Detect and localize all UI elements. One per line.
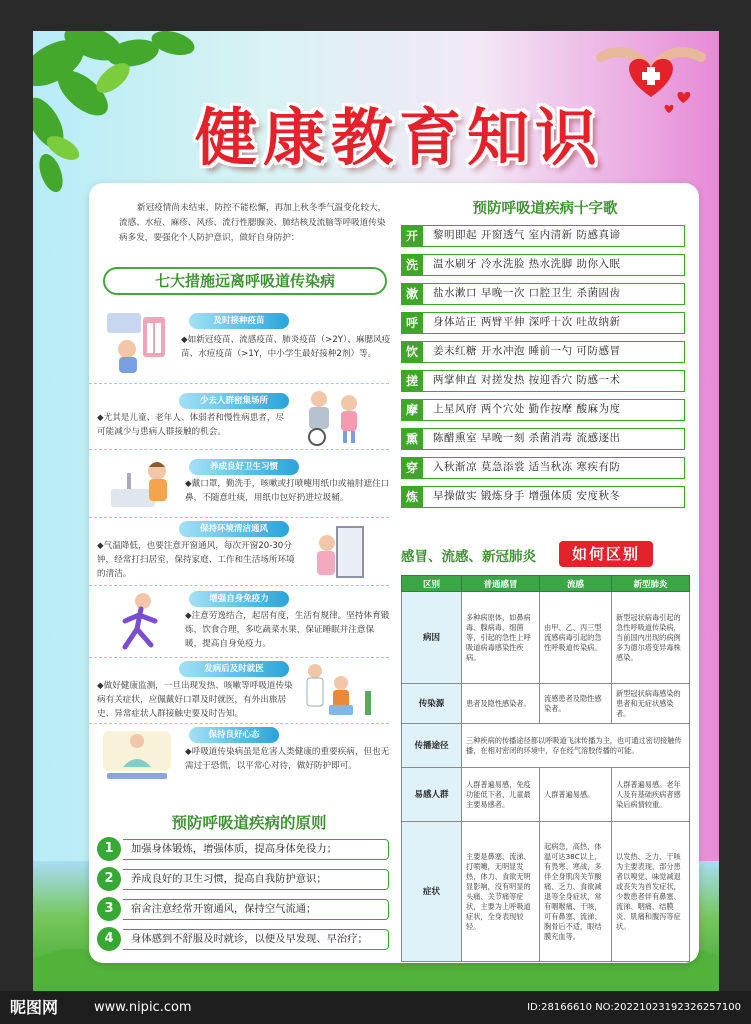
divider	[89, 723, 389, 724]
principle-number: 4	[97, 927, 121, 951]
song-key-char: 饮	[401, 341, 423, 363]
song-key-char: 搓	[401, 370, 423, 392]
site-url: www.nipic.com	[94, 1000, 192, 1015]
song-key-char: 开	[401, 225, 423, 247]
table-header-cell: 新型肺炎	[612, 576, 690, 592]
page-title: 健康教育知识	[194, 101, 603, 174]
principle-text: 加强身体锻炼，增强体质，提高身体免役力；	[123, 839, 389, 860]
song-key-char: 洗	[401, 254, 423, 276]
table-header-row	[402, 576, 690, 592]
song-row	[401, 428, 685, 450]
song-key-char: 穿	[401, 457, 423, 479]
measure-tag: 增强自身免疫力	[189, 591, 289, 607]
table-cell: 新型冠状病毒引起的急性呼吸道传染病，当前国内出现的病例多为德尔塔变异毒株感染。	[612, 592, 690, 684]
song-row	[401, 254, 685, 276]
song-row	[401, 457, 685, 479]
image-id: ID:28166610 NO:20221023192326257100	[527, 1002, 741, 1013]
intro-text: 新冠疫情尚未结束，防控不能松懈，再加上秋冬季气温变化较大，流感、水痘、麻疹、风疹、流行性腮腺炎、肺结核及流脑等呼吸道传染病多发，要强化个人防护意识，做好自身防护：	[119, 203, 387, 243]
open-window-icon	[307, 525, 367, 585]
measure-text: ◆呼吸道传染病虽是危害人类健康的重要疾病，但也无需过于恐慌，以平常心对待，做好防护即可。	[185, 747, 390, 771]
table-row	[402, 822, 690, 962]
content-card	[89, 183, 699, 963]
table-header-cell: 普通感冒	[462, 576, 540, 592]
principle-number: 2	[97, 867, 121, 891]
song-line: 盐水漱口 早晚一次 口腔卫生 杀菌固齿	[423, 283, 685, 305]
table-row	[402, 592, 690, 684]
song-row	[401, 341, 685, 363]
measure-text-content: 尤其是儿童、老年人、体弱者和慢性病患者，尽可能减少与患病人群接触的机会。	[97, 413, 285, 437]
song-line: 姜末红糖 开水冲泡 睡前一勺 可防感冒	[423, 341, 685, 363]
row-label: 传染源	[402, 684, 462, 724]
principle-number: 1	[97, 837, 121, 861]
elderly-child-icon	[299, 387, 369, 447]
measure-text: ◆注意劳逸结合，起居有度，生活有规律。坚持体育锻炼，饮食合理，多吃蔬菜水果，保证睡眠并注意保暖，提高自身免疫力。	[185, 611, 390, 649]
table-header-cell: 流感	[540, 576, 612, 592]
measure-text-content: 戴口罩，勤洗手，咳嗽或打喷嚏用纸巾或袖肘遮住口鼻，不随意吐痰，用纸巾包好扔进垃圾桶。	[185, 479, 390, 503]
divider	[89, 449, 389, 450]
measure-text-content: 呼吸道传染病虽是危害人类健康的重要疾病，但也无需过于恐慌，以平常心对待，做好防护即可。	[185, 747, 390, 771]
song-row	[401, 370, 685, 392]
measure-tag: 发病后及时就医	[179, 661, 289, 677]
principle-text: 宿舍注意经常开窗通风，保持空气流通；	[123, 899, 389, 920]
measure-item	[89, 725, 389, 789]
song-key-char: 摩	[401, 399, 423, 421]
principle-item	[97, 897, 391, 922]
divider	[89, 517, 389, 518]
measure-text: ◆做好健康监测，一旦出现发热、咳嗽等呼吸道传染病有关症状，应佩戴好口罩及时就医，有外出旅居史、异常症状人群接触史要及时告知。	[97, 681, 293, 719]
table-cell: 人群普遍易感。老年人及有基础疾病者感染后病情较重。	[612, 768, 690, 822]
song-row	[401, 283, 685, 305]
compare-title-badge: 如何区别	[559, 541, 653, 567]
song-line: 两掌伸直 对搓发热 按迎香穴 防感一术	[423, 370, 685, 392]
principle-text: 养成良好的卫生习惯，提高自我防护意识；	[123, 869, 389, 890]
compare-title	[401, 541, 691, 569]
measure-tag: 少去人群密集场所	[179, 393, 289, 409]
measure-text: ◆戴口罩，勤洗手，咳嗽或打喷嚏用纸巾或袖肘遮住口鼻，不随意吐痰，用纸巾包好扔进垃圾桶。	[185, 479, 390, 503]
principle-item	[97, 837, 391, 862]
measure-text-content: 如新冠疫苗、流感疫苗、肺炎疫苗（>2Y）、麻腮风疫苗、水痘疫苗（>1Y，中小学生最好接种2剂）等。	[181, 335, 391, 359]
measure-tag: 养成良好卫生习惯	[189, 459, 299, 475]
song-title: 预防呼吸道疾病十字歌	[472, 201, 618, 217]
song-key-char: 呼	[401, 312, 423, 334]
measure-tag: 保持环境清洁通风	[179, 521, 289, 537]
song-row	[401, 312, 685, 334]
song-row	[401, 225, 685, 247]
table-cell: 以发热、乏力、干咳为主要表现，部分患者以嗅觉、味觉减退或丧失为首发症状，少数患者伴有鼻塞、流涕、咽痛、结膜炎、肌痛和腹泻等症状。	[612, 822, 690, 962]
measure-text: ◆如新冠疫苗、流感疫苗、肺炎疫苗（>2Y）、麻腮风疫苗、水痘疫苗（>1Y，中小学生最好接种2剂）等。	[181, 335, 391, 359]
song-key-char: 漱	[401, 283, 423, 305]
principle-text: 身体感到不舒服及时就诊，以便及早发现、早治疗；	[123, 929, 389, 950]
table-cell: 主要是鼻塞、流涕、打喷嚏，无明显发热，体力、食欲无明显影响，没有明显的头痛、关节痛等症状，主要为上呼吸道症状，全身表现较轻。	[462, 822, 540, 962]
vaccine-icon	[105, 309, 169, 375]
table-cell: 起病急，高热，体温可达38C以上，有畏寒、寒战，多伴全身肌肉关节酸痛、乏力、食欲减退等全身症状，常有咽喉痛、干咳，可有鼻塞、流涕、胸骨后不适，眼结膜充血等。	[540, 822, 612, 962]
table-cell: 人群普遍易感，免疫功能低下者、儿童最主要易感者。	[462, 768, 540, 822]
measure-item	[89, 303, 389, 381]
table-cell-merged: 三种疾病的传播途径都以呼吸道飞沫传播为主，也可通过密切接触传播，在相对密闭的环境中，存在经气溶胶传播的可能。	[462, 724, 690, 768]
measure-item	[89, 587, 389, 659]
divider	[89, 657, 389, 658]
song-line: 黎明即起 开窗透气 室内清新 防感真谛	[423, 225, 685, 247]
site-logo: 昵图网	[10, 998, 59, 1017]
row-label: 病因	[402, 592, 462, 684]
table-cell: 流感患者及隐性感染者。	[540, 684, 612, 724]
table-header-cell: 区别	[402, 576, 462, 592]
meditation-icon	[101, 727, 173, 785]
measure-item	[89, 387, 389, 449]
divider	[89, 585, 389, 586]
table-row	[402, 724, 690, 768]
song-line: 身体站正 两臂平伸 深呼十次 吐故纳新	[423, 312, 685, 334]
compare-title-diseases: 感冒、流感、新冠肺炎	[401, 549, 536, 565]
table-cell: 人群普遍易感。	[540, 768, 612, 822]
watermark-footer	[0, 991, 751, 1024]
measure-text-content: 气温降低，也要注意开窗通风，每次开窗20-30分钟，经常打扫居室，保持家庭、工作和生活场所环境的清洁。	[97, 541, 295, 579]
poster	[33, 31, 719, 991]
measure-tag: 保持良好心态	[189, 727, 279, 743]
running-icon	[103, 591, 173, 655]
principle-item	[97, 927, 391, 952]
principles-title: 预防呼吸道疾病的原则	[171, 814, 327, 832]
measure-text-content: 做好健康监测，一旦出现发热、咳嗽等呼吸道传染病有关症状，应佩戴好口罩及时就医，有外出旅居史、异常症状人群接触史要及时告知。	[97, 681, 293, 719]
row-label: 症状	[402, 822, 462, 962]
table-row	[402, 768, 690, 822]
measures-section-title: 七大措施远离呼吸道传染病	[103, 267, 387, 295]
principle-item	[97, 867, 391, 892]
table-cell: 患者及隐性感染者。	[462, 684, 540, 724]
handwash-icon	[107, 459, 175, 515]
song-line: 陈醋熏室 早晚一刻 杀菌消毒 流感逐出	[423, 428, 685, 450]
divider	[89, 383, 389, 384]
song-key-char: 炼	[401, 486, 423, 508]
measure-text: ◆气温降低，也要注意开窗通风，每次开窗20-30分钟，经常打扫居室，保持家庭、工作和生活场所环境的清洁。	[97, 541, 295, 579]
measure-item	[89, 659, 389, 725]
doctor-visit-icon	[301, 661, 377, 721]
row-label: 传播途径	[402, 724, 462, 768]
principle-number: 3	[97, 897, 121, 921]
song-key-char: 熏	[401, 428, 423, 450]
song-line: 上星风府 两个穴处 勤作按摩 酸麻为度	[423, 399, 685, 421]
row-label: 易感人群	[402, 768, 462, 822]
comparison-table	[401, 575, 690, 962]
song-line: 温水刷牙 冷水洗脸 热水洗脚 助你入眠	[423, 254, 685, 276]
measure-item	[89, 519, 389, 585]
song-line: 早操做实 锻炼身手 增强体质 安度秋冬	[423, 486, 685, 508]
table-row	[402, 684, 690, 724]
song-row	[401, 486, 685, 508]
table-cell: 多种病原体，如鼻病毒、腺病毒、细菌等，引起的急性上呼吸道病毒感染性疾病。	[462, 592, 540, 684]
table-cell: 由甲、乙、丙三型流感病毒引起的急性呼吸道传染病。	[540, 592, 612, 684]
measure-tag: 及时接种疫苗	[189, 313, 289, 329]
table-cell: 新型冠状病毒感染的患者和无症状感染者。	[612, 684, 690, 724]
measure-text: ◆尤其是儿童、老年人、体弱者和慢性病患者，尽可能减少与患病人群接触的机会。	[97, 413, 285, 437]
song-line: 入秋渐凉 莫急添裳 适当秋冻 寒疾有防	[423, 457, 685, 479]
measure-item	[89, 453, 389, 519]
measure-text-content: 注意劳逸结合，起居有度，生活有规律。坚持体育锻炼，饮食合理，多吃蔬菜水果，保证睡眠并注意保暖，提高自身免疫力。	[185, 611, 390, 649]
song-row	[401, 399, 685, 421]
